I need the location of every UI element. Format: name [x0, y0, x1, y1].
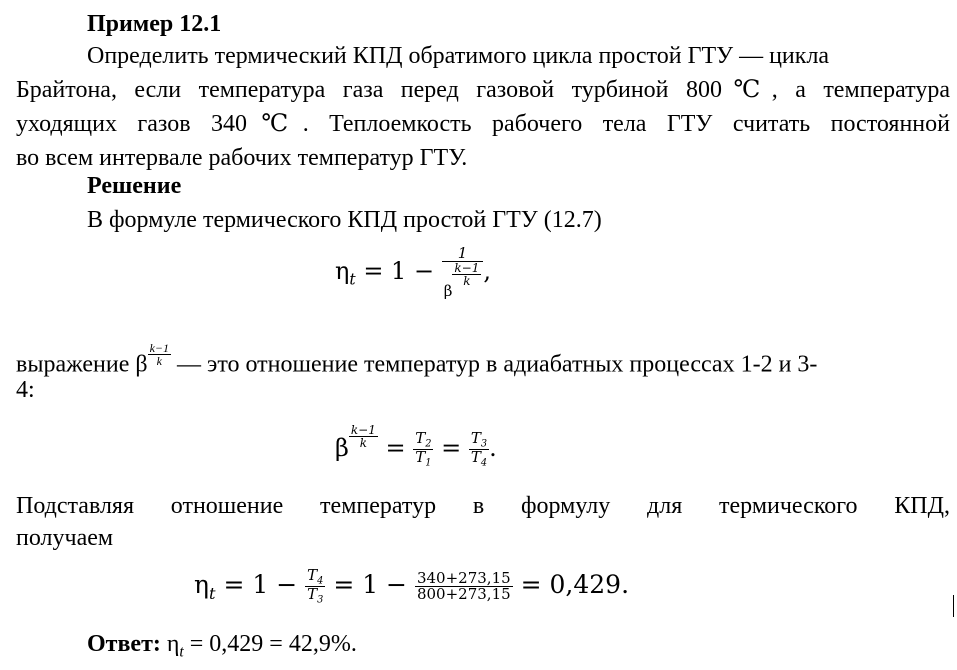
- subscript: 4: [317, 575, 324, 587]
- eta-symbol: η: [166, 631, 180, 657]
- t-symbol: T: [415, 428, 426, 447]
- t-symbol: T: [307, 566, 318, 584]
- subscript: 1: [425, 457, 432, 469]
- fraction-numeric: [415, 571, 513, 602]
- equals-one-minus: = 1 −: [223, 570, 298, 600]
- subscript-t: t: [349, 270, 356, 289]
- problem-line-1: Определить термический КПД обратимого цикла простой ГТУ — цикла: [87, 43, 830, 69]
- eta-symbol: η: [194, 570, 209, 600]
- substitution-line-2: получаем: [16, 525, 114, 551]
- answer-line: [87, 632, 357, 660]
- text-cursor-mark: [953, 595, 954, 617]
- equals-one-minus: = 1 −: [333, 570, 408, 600]
- fraction-denominator: [469, 450, 489, 468]
- exponent-numerator: k−1: [149, 341, 170, 355]
- problem-line-4: во всем интервале рабочих температур ГТУ.: [16, 145, 468, 171]
- comma: ,: [483, 256, 491, 285]
- fraction-denominator: [442, 262, 484, 299]
- expression-line: [16, 342, 817, 377]
- exponent-numerator: k−1: [350, 423, 376, 437]
- exponent-numerator: k−1: [454, 261, 480, 275]
- equals-sign: =: [441, 434, 462, 462]
- subscript-t: t: [208, 583, 216, 603]
- expression-description: — это отношение температур в адиабатных процессах 1-2 и 3-: [177, 351, 818, 378]
- subscript: 4: [480, 457, 488, 469]
- t-symbol: T: [307, 585, 318, 604]
- beta-symbol: β: [335, 434, 349, 462]
- exponent-denominator: k: [156, 354, 162, 368]
- answer-label: Ответ:: [87, 631, 161, 657]
- solution-heading: Решение: [87, 173, 182, 199]
- fraction-one-over-beta: [442, 246, 484, 299]
- subscript: 2: [425, 438, 432, 450]
- t-symbol: T: [415, 448, 426, 466]
- intro-text: В формуле термического КПД простой ГТУ (12.7): [87, 207, 602, 233]
- fraction-t4-t3: [305, 568, 325, 605]
- exponent-fraction: [349, 424, 378, 449]
- fraction-t2-t1: [413, 428, 433, 469]
- formula-efficiency-general: [335, 246, 491, 299]
- eta-symbol: η: [335, 256, 350, 285]
- t-symbol: T: [470, 428, 481, 447]
- equals-one-minus: = 1 −: [363, 256, 435, 285]
- exponent-fraction: [452, 262, 481, 287]
- beta-symbol: β: [443, 281, 453, 300]
- problem-line-3: уходящих газов 340℃. Теплоемкость рабочего тела ГТУ считать постоянной: [16, 111, 950, 137]
- period: .: [489, 434, 497, 462]
- answer-value: = 0,429 = 42,9%.: [183, 631, 357, 657]
- subscript: 3: [480, 438, 488, 450]
- exponent-denominator: k: [463, 274, 471, 288]
- fraction-denominator: 800+273,15: [416, 585, 511, 604]
- formula-efficiency-computed: [194, 568, 629, 605]
- result-value: = 0,429.: [520, 570, 630, 600]
- subscript: 3: [317, 594, 324, 606]
- subscript-t: t: [179, 643, 184, 661]
- formula-temperature-ratio: [335, 424, 497, 468]
- problem-line-2: Брайтона, если температура газа перед газовой турбиной 800℃, а температура: [16, 77, 950, 103]
- exponent-denominator: k: [359, 436, 367, 450]
- expression-exponent: [148, 342, 171, 367]
- fraction-denominator: [413, 450, 433, 468]
- expression-text: выражение β: [16, 351, 148, 378]
- equals-sign: =: [385, 434, 406, 462]
- fraction-numerator: 340+273,15: [416, 569, 511, 588]
- expression-line-2: 4:: [16, 377, 35, 403]
- fraction-numerator: 1: [442, 246, 484, 262]
- substitution-line-1: Подставляя отношение температур в формулу для термического КПД,: [16, 493, 950, 519]
- fraction-t3-t4: [469, 428, 489, 469]
- t-symbol: T: [470, 448, 481, 466]
- fraction-denominator: [305, 587, 325, 605]
- example-heading: Пример 12.1: [87, 11, 222, 37]
